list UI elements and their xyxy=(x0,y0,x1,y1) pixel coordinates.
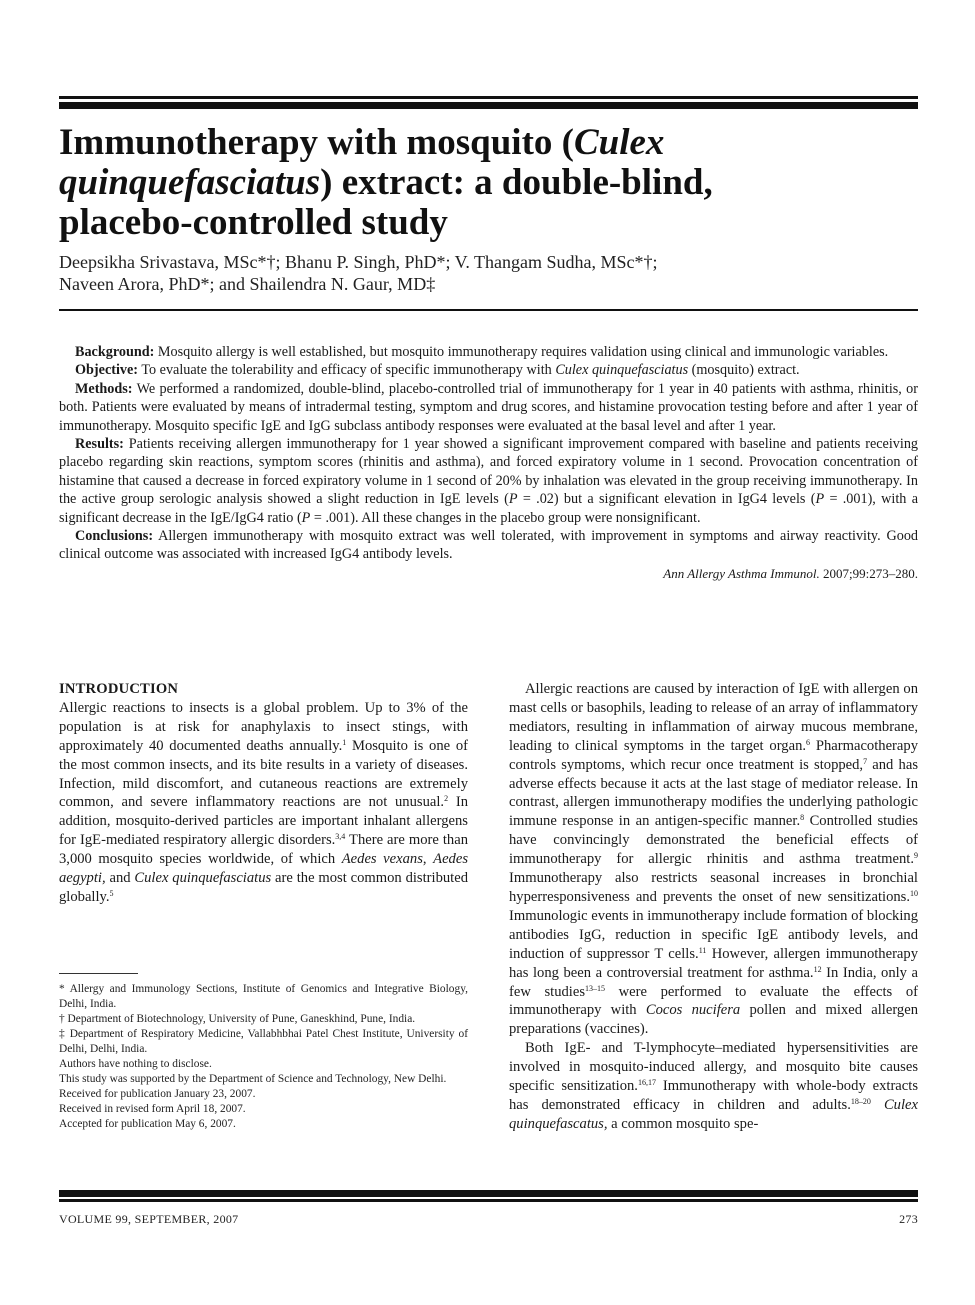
abstract-objective: Objective: To evaluate the tolerability and efficacy of specific immunotherapy with Culex quinquefasciatus (mosquito) extract. xyxy=(75,362,800,379)
body-paragraph: Allergic reactions are caused by interaction of IgE with allergen on mast cells or basophils, leading to release of an array of inflammatory mediators, resulting in inflammation of airway mucous membrane, leading to clinical symptoms in the target organ.$^6$ Pharmacotherapy controls symptoms, which recur once treatment is stopped,$^7$ and has adverse effects because it acts at the last stage of mediator release. In contrast, allergen immunotherapy modifies the underlying pathologic immune response in an antigen-specific manner.$^8$ Controlled studies have convincingly demonstrated the beneficial effects of immunotherapy for allergic rhinitis and asthma treatment.$^9$ Immunotherapy also restricts seasonal increases in bronchial hyperresponsiveness and prevents the onset of new sensitizations.$^{10}$ Immunologic events in immunotherapy include formation of blocking antibodies IgG, reduction in specific IgE antibody levels, and induction of suppressor T cells.$^{11}$ However, allergen immunotherapy has long been a controversial treatment for asthma.$^{12}$ In India, only a few studies$^{13-15}$ were performed to evaluate the effects of immunotherapy with Cocos nucifera pollen and mixed allergen preparations (vaccines). xyxy=(509,681,919,1038)
body-paragraph: Both IgE- and T-lymphocyte–mediated hypersensitivities are involved in mosquito-induced allergy, and mosquito bite causes specific sensitization.$^{16,17}$ Immunotherapy with whole-body extracts has demonstrated efficacy in children and adults.$^{18-20}$ Culex quinquefascatus, a common mosquito spe- xyxy=(509,1040,918,1132)
top-rule-thin xyxy=(59,96,918,99)
title-divider xyxy=(59,309,918,311)
author-list: Deepsikha Srivastava, MSc*†; Bhanu P. Singh, PhD*; V. Thangam Sudha, MSc*†; Naveen Arora, PhD*; and Shailendra N. Gaur, MD‡ xyxy=(59,252,658,294)
abstract-methods: Methods: We performed a randomized, double-blind, placebo-controlled trial of immunotherapy for 1 year in 40 patients with asthma, rhinitis, or both. Patients were evaluated by means of intradermal testing, symptom and drug scores, and histamine provocation testing before and after 1 year of immunotherapy. Mosquito specific IgE and IgG subclass antibody responses were evaluated at the basal level and after 1 year. xyxy=(59,380,919,434)
bottom-rule-thick xyxy=(59,1190,918,1197)
top-rule-thick xyxy=(59,102,918,109)
left-column xyxy=(59,680,468,907)
abstract-background: Background: Mosquito allergy is well established, but mosquito immunotherapy requires validation using clinical and immunologic variables. xyxy=(75,344,889,360)
section-heading-introduction: INTRODUCTION xyxy=(59,681,179,697)
page-footer xyxy=(59,1212,918,1227)
article-title: Immunotherapy with mosquito (Culex quinquefasciatus) extract: a double-blind, placebo-controlled study xyxy=(59,122,713,243)
citation: Ann Allergy Asthma Immunol. 2007;99:273–280. xyxy=(663,565,918,581)
footnotes: * Allergy and Immunology Sections, Institute of Genomics and Integrative Biology, Delhi, India. † Department of Biotechnology, University of Pune, Ganeskhind, Pune, India. ‡ Department of Respiratory Medicine, Vallabhbhai Patel Chest Institute, University of Delhi, Delhi, India. Authors have nothing to disclose. This study was supported by the Department of Science and Technology, New Delhi. Received for publication January 23, 2007. Received in revised form April 18, 2007. Accepted for publication May 6, 2007. xyxy=(59,983,468,1130)
abstract xyxy=(59,343,918,583)
right-column xyxy=(509,680,918,1134)
page-number: 273 xyxy=(899,1212,918,1226)
abstract-results: Results: Patients receiving allergen immunotherapy for 1 year showed a significant improvement compared with baseline and patients receiving placebo regarding skin reactions, symptom scores (rhinitis and asthma), and forced expiratory volume in 1 second. Provocation concentration of histamine that caused a decrease in forced expiratory volume in 1 second of 20% by inhalation was elevated in the group receiving immunotherapy. In the active group serologic analysis showed a slight reduction in IgE levels (P = .02) but a significant elevation in IgG4 levels (P = .001), with a significant decrease in the IgE/IgG4 ratio (P = .001). All these changes in the placebo group were nonsignificant. xyxy=(59,436,919,526)
intro-paragraph: Allergic reactions to insects is a global problem. Up to 3% of the population is at risk for anaphylaxis to insect stings, with approximately 40 documented deaths annually.$^1$ Mosquito is one of the most common insects, and its bite results in a variety of diseases. Infection, mild discomfort, and cutaneous reactions are extremely common, and severe inflammatory reactions are not unusual.$^2$ In addition, mosquito-derived particles are important inhalant allergens for IgE-mediated respiratory allergic disorders.$^{3,4}$ There are more than 3,000 mosquito species worldwide, of which Aedes vexans, Aedes aegypti, and Culex quinquefasciatus are the most common distributed globally.$^5$ xyxy=(59,699,469,905)
footnote-rule xyxy=(59,973,138,974)
abstract-conclusions: Conclusions: Allergen immunotherapy with mosquito extract was well tolerated, with improvement in symptoms and airway reactivity. Good clinical outcome was associated with increased IgG4 antibody levels. xyxy=(59,528,919,563)
bottom-rule-thin xyxy=(59,1199,918,1202)
volume-info: VOLUME 99, SEPTEMBER, 2007 xyxy=(59,1212,239,1226)
